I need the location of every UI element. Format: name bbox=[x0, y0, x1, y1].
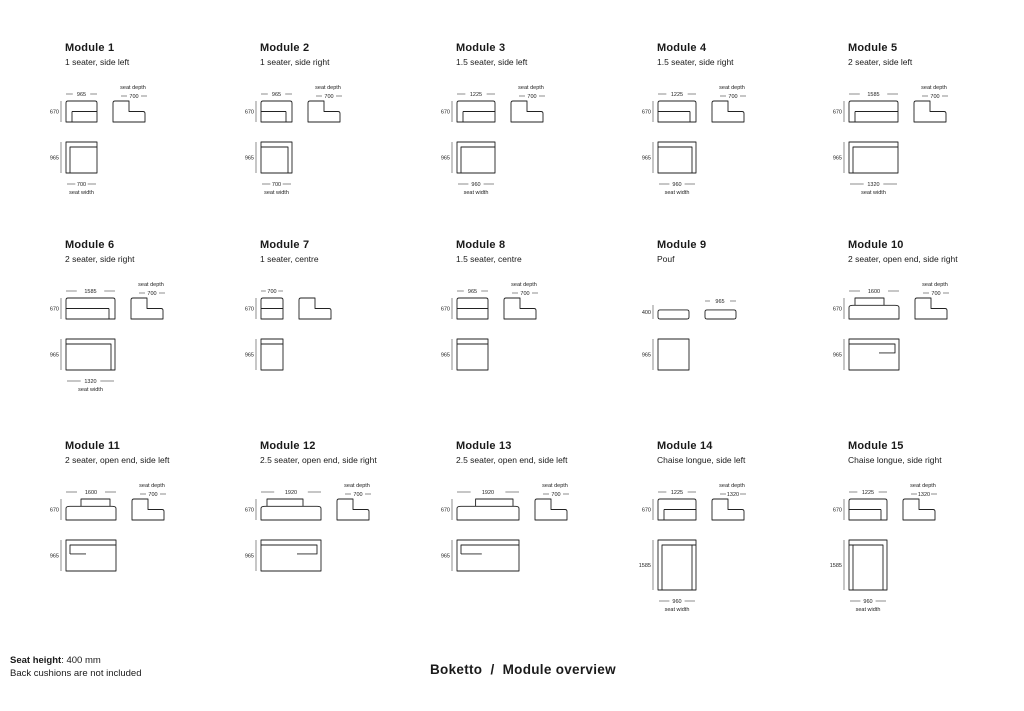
module-title: Module 10 bbox=[848, 239, 904, 251]
module-title: Module 5 bbox=[848, 42, 898, 54]
side-depth-label: 700 bbox=[148, 492, 158, 498]
plan-width-label: 1320 bbox=[867, 182, 880, 188]
module-subtitle: 2 seater, side left bbox=[848, 57, 913, 67]
module-title: Module 14 bbox=[657, 440, 713, 452]
sofa-side-outline bbox=[712, 499, 744, 520]
module-title: Module 1 bbox=[65, 42, 115, 54]
module-drawing bbox=[50, 440, 250, 620]
side-depth-label: 700 bbox=[527, 94, 537, 100]
side-caption: seat depth bbox=[719, 85, 745, 91]
side-depth-label: 700 bbox=[520, 291, 530, 297]
module-title: Module 13 bbox=[456, 440, 512, 452]
sofa-back-line bbox=[267, 499, 303, 506]
width-label: 1585 bbox=[867, 92, 880, 98]
side-caption: seat depth bbox=[511, 282, 537, 288]
seat-height-value: : 400 mm bbox=[61, 655, 101, 666]
module-title: Module 7 bbox=[260, 239, 310, 251]
height-label: 670 bbox=[244, 306, 254, 313]
module-drawing bbox=[441, 440, 641, 620]
sofa-side-outline bbox=[337, 499, 369, 520]
side-depth-label: 700 bbox=[324, 94, 334, 100]
depth-label: 965 bbox=[440, 352, 450, 359]
depth-label: 965 bbox=[49, 155, 59, 162]
sofa-back-line bbox=[855, 298, 884, 305]
module-drawing bbox=[245, 239, 445, 419]
module-subtitle: Chaise longue, side right bbox=[848, 455, 942, 465]
seat-height-label: Seat height bbox=[10, 655, 62, 666]
module-drawing bbox=[638, 440, 842, 620]
depth-label: 965 bbox=[832, 352, 842, 359]
module-subtitle: Chaise longue, side left bbox=[657, 455, 746, 465]
width-label: 700 bbox=[267, 289, 277, 295]
side-caption: seat depth bbox=[542, 483, 568, 489]
module-subtitle: 2 seater, open end, side left bbox=[65, 455, 170, 465]
width-label: 965 bbox=[76, 92, 87, 98]
side-depth-label: 1320 bbox=[917, 492, 931, 498]
sofa-plan-outline bbox=[849, 540, 887, 590]
module-card bbox=[440, 239, 646, 419]
plan-caption: seat width bbox=[664, 607, 690, 613]
module-card bbox=[440, 42, 646, 222]
sofa-side-outline bbox=[504, 298, 536, 319]
module-drawing bbox=[833, 239, 1024, 419]
side-caption: seat depth bbox=[315, 85, 341, 91]
height-label: 670 bbox=[49, 306, 59, 313]
module-title: Module 2 bbox=[260, 42, 310, 54]
module-subtitle: Pouf bbox=[657, 254, 675, 264]
sofa-back-line bbox=[476, 499, 513, 506]
side-depth-label: 700 bbox=[931, 291, 941, 297]
sofa-plan-seat bbox=[70, 147, 97, 173]
plan-caption: seat width bbox=[664, 190, 690, 196]
module-drawing bbox=[441, 239, 641, 419]
plan-caption: seat width bbox=[264, 190, 289, 196]
module-subtitle: 1 seater, side left bbox=[65, 57, 130, 67]
module-drawing bbox=[50, 239, 250, 419]
module-drawing bbox=[642, 42, 842, 222]
depth-label: 965 bbox=[440, 553, 450, 560]
side-caption: seat depth bbox=[719, 483, 745, 489]
depth-label: 965 bbox=[641, 352, 651, 359]
module-subtitle: 1.5 seater, centre bbox=[456, 254, 522, 264]
module-drawing bbox=[642, 239, 842, 419]
plan-width-label: 700 bbox=[76, 182, 87, 188]
sofa-plan-seat bbox=[849, 344, 895, 353]
sofa-plan-seat bbox=[70, 545, 116, 554]
sofa-front-outline bbox=[66, 506, 116, 520]
sofa-front-outline bbox=[849, 305, 899, 319]
module-title: Module 4 bbox=[657, 42, 707, 54]
width-label: 1225 bbox=[469, 92, 483, 98]
module-card bbox=[244, 440, 450, 620]
cushion-note: Back cushions are not included bbox=[10, 668, 142, 679]
module-title: Module 12 bbox=[260, 440, 316, 452]
side-depth-label: 700 bbox=[353, 492, 363, 498]
sofa-plan-seat bbox=[261, 147, 288, 173]
plan-width-label: 960 bbox=[471, 182, 481, 188]
plan-width-label: 960 bbox=[672, 599, 682, 605]
sofa-side-outline bbox=[915, 298, 947, 319]
side-caption: seat depth bbox=[139, 483, 165, 489]
pouf-front-outline bbox=[705, 310, 736, 319]
height-label: 670 bbox=[832, 507, 842, 514]
plan-caption: seat width bbox=[78, 387, 103, 393]
width-label: 965 bbox=[271, 92, 282, 98]
module-drawing bbox=[245, 440, 445, 620]
height-label: 670 bbox=[49, 507, 59, 514]
plan-caption: seat width bbox=[69, 190, 94, 196]
module-title: Module 9 bbox=[657, 239, 707, 251]
module-card bbox=[49, 440, 255, 620]
width-label: 1225 bbox=[861, 490, 875, 496]
height-label: 670 bbox=[244, 109, 254, 116]
side-depth-label: 700 bbox=[551, 492, 561, 498]
width-label: 1225 bbox=[670, 92, 684, 98]
width-label: 1225 bbox=[670, 490, 684, 496]
width-label: 1600 bbox=[84, 490, 98, 496]
module-card bbox=[641, 42, 847, 222]
sofa-plan-seat bbox=[66, 344, 111, 370]
sofa-side-outline bbox=[712, 101, 744, 122]
module-card bbox=[638, 440, 847, 620]
module-card bbox=[244, 239, 450, 419]
sofa-side-outline bbox=[914, 101, 946, 122]
height-label: 670 bbox=[440, 507, 450, 514]
module-card bbox=[440, 440, 646, 620]
module-title: Module 11 bbox=[65, 440, 120, 452]
plan-width-label: 1320 bbox=[84, 379, 97, 385]
sofa-front-outline bbox=[457, 506, 519, 520]
height-label: 670 bbox=[641, 507, 651, 514]
depth-label: 965 bbox=[49, 352, 59, 359]
sofa-back-line bbox=[81, 499, 110, 506]
plan-caption: seat width bbox=[861, 190, 886, 196]
module-drawing bbox=[50, 42, 250, 222]
height-label: 670 bbox=[832, 109, 842, 116]
width-label: 1920 bbox=[284, 490, 298, 496]
module-drawing bbox=[833, 42, 1024, 222]
sofa-plan-seat bbox=[853, 147, 898, 173]
module-card bbox=[832, 42, 1024, 222]
sofa-side-outline bbox=[131, 298, 163, 319]
module-subtitle: 2 seater, side right bbox=[65, 254, 135, 264]
pouf-front-outline bbox=[658, 310, 689, 319]
sofa-plan-seat bbox=[662, 545, 696, 590]
plan-width-label: 700 bbox=[271, 182, 282, 188]
height-label: 670 bbox=[832, 306, 842, 313]
sofa-side-outline bbox=[903, 499, 935, 520]
side-caption: seat depth bbox=[518, 85, 544, 91]
height-label: 670 bbox=[49, 109, 59, 116]
module-subtitle: 1 seater, side right bbox=[260, 57, 330, 67]
height-label: 670 bbox=[440, 306, 450, 313]
height-label: 670 bbox=[641, 109, 651, 116]
document-title: Boketto / Module overview bbox=[430, 662, 616, 677]
height-label: 670 bbox=[440, 109, 450, 116]
sofa-plan-seat bbox=[849, 545, 883, 590]
side-depth-label: 700 bbox=[728, 94, 738, 100]
sofa-plan-seat bbox=[658, 147, 692, 173]
module-subtitle: 2.5 seater, open end, side right bbox=[260, 455, 377, 465]
module-title: Module 8 bbox=[456, 239, 506, 251]
sofa-plan-seat bbox=[461, 545, 519, 554]
width-label: 1920 bbox=[481, 490, 495, 496]
plan-width-label: 960 bbox=[863, 599, 873, 605]
height-label: 400 bbox=[641, 310, 651, 316]
sofa-plan-seat bbox=[261, 545, 317, 554]
side-caption: seat depth bbox=[344, 483, 370, 489]
depth-label: 965 bbox=[244, 352, 254, 359]
module-card bbox=[49, 239, 255, 419]
plan-caption: seat width bbox=[463, 190, 489, 196]
sofa-side-outline bbox=[113, 101, 145, 122]
side-caption: seat depth bbox=[138, 282, 164, 288]
module-card bbox=[641, 239, 847, 419]
module-title: Module 15 bbox=[848, 440, 904, 452]
depth-label: 965 bbox=[49, 553, 59, 560]
side-width-label: 965 bbox=[715, 299, 725, 305]
sofa-side-outline bbox=[308, 101, 340, 122]
module-subtitle: 2.5 seater, open end, side left bbox=[456, 455, 568, 465]
width-label: 965 bbox=[467, 289, 478, 295]
side-caption: seat depth bbox=[910, 483, 936, 489]
seat-height-line bbox=[10, 654, 142, 667]
side-depth-label: 1320 bbox=[726, 492, 740, 498]
sofa-plan-outline bbox=[658, 339, 689, 370]
module-card bbox=[829, 440, 1024, 620]
side-caption: seat depth bbox=[921, 85, 947, 91]
sofa-side-outline bbox=[511, 101, 543, 122]
depth-label: 1585 bbox=[829, 563, 842, 569]
module-card bbox=[49, 42, 255, 222]
depth-label: 965 bbox=[244, 155, 254, 162]
sofa-side-outline bbox=[535, 499, 567, 520]
width-label: 1600 bbox=[867, 289, 881, 295]
sofa-side-outline bbox=[132, 499, 164, 520]
depth-label: 965 bbox=[244, 553, 254, 560]
module-drawing bbox=[245, 42, 445, 222]
module-subtitle: 1.5 seater, side left bbox=[456, 57, 528, 67]
sofa-side-outline bbox=[299, 298, 331, 319]
module-subtitle: 2 seater, open end, side right bbox=[848, 254, 958, 264]
module-drawing bbox=[441, 42, 641, 222]
sofa-plan-outline bbox=[658, 540, 696, 590]
plan-width-label: 960 bbox=[672, 182, 682, 188]
plan-caption: seat width bbox=[855, 607, 881, 613]
height-label: 670 bbox=[244, 507, 254, 514]
depth-label: 965 bbox=[641, 155, 651, 162]
module-subtitle: 1 seater, centre bbox=[260, 254, 319, 264]
module-drawing bbox=[829, 440, 1024, 620]
depth-label: 1585 bbox=[638, 563, 651, 569]
module-title: Module 3 bbox=[456, 42, 506, 54]
side-caption: seat depth bbox=[922, 282, 948, 288]
depth-label: 965 bbox=[440, 155, 450, 162]
footer-notes bbox=[10, 654, 142, 680]
side-depth-label: 700 bbox=[930, 94, 940, 100]
module-card bbox=[832, 239, 1024, 419]
module-card bbox=[244, 42, 450, 222]
sofa-front-outline bbox=[261, 506, 321, 520]
width-label: 1585 bbox=[84, 289, 97, 295]
module-title: Module 6 bbox=[65, 239, 115, 251]
side-caption: seat depth bbox=[120, 85, 146, 91]
side-depth-label: 700 bbox=[147, 291, 157, 297]
side-depth-label: 700 bbox=[129, 94, 139, 100]
sofa-plan-seat bbox=[461, 147, 495, 173]
depth-label: 965 bbox=[832, 155, 842, 162]
module-subtitle: 1.5 seater, side right bbox=[657, 57, 734, 67]
